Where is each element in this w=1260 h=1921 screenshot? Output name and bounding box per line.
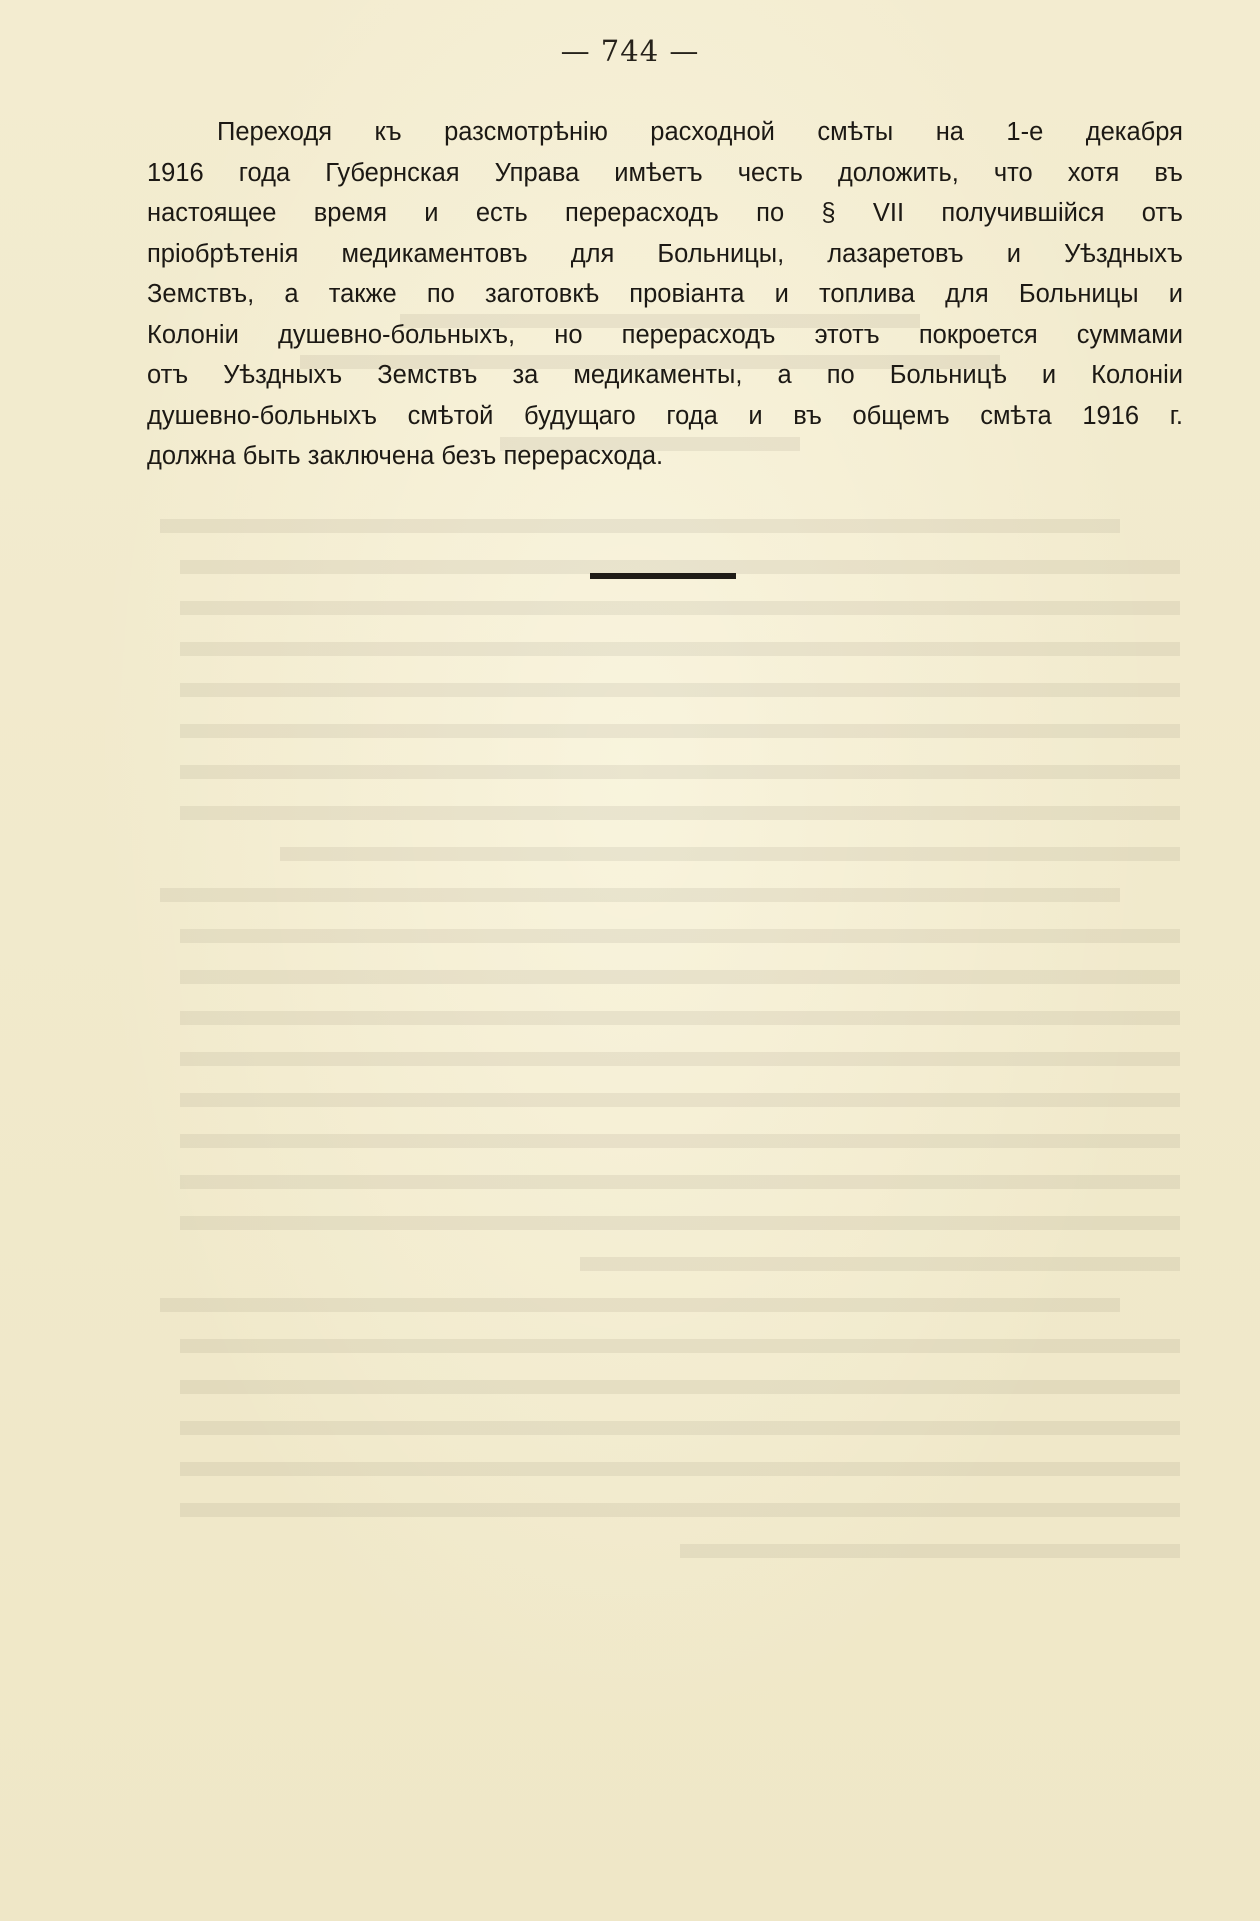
paragraph-line: Земствъ, а также по заготовкѣ провіанта и топлива для Больницы и (147, 280, 1183, 308)
paragraph-line: душевно-больныхъ смѣтой будущаго года и въ общемъ смѣта 1916 г. (147, 401, 1183, 430)
paragraph-line: Переходя къ разсмотрѣнію расходной смѣты на 1-е декабря (217, 118, 1183, 146)
paragraph-line: 1916 года Губернская Управа имѣетъ честь доложить, что хотя въ (147, 158, 1183, 187)
paragraph-line: настоящее время и есть перерасходъ по § VII получившійся отъ (147, 199, 1183, 227)
page-number: — 744 — (560, 34, 700, 68)
paragraph-line: отъ Уѣздныхъ Земствъ за медикаменты, а по Больницѣ и Колоніи (147, 361, 1183, 389)
paragraph-line: должна быть заключена безъ перерасхода. (147, 442, 664, 470)
paragraph-line: пріобрѣтенія медикаментовъ для Больницы, лазаретовъ и Уѣздныхъ (147, 239, 1183, 268)
body-paragraph (147, 112, 1183, 477)
paragraph-line: Колоніи душевно-больныхъ, но перерасходъ этотъ покроется суммами (147, 320, 1183, 349)
reverse-side-bleed-through (120, 300, 1180, 1600)
section-divider-rule (590, 573, 736, 579)
